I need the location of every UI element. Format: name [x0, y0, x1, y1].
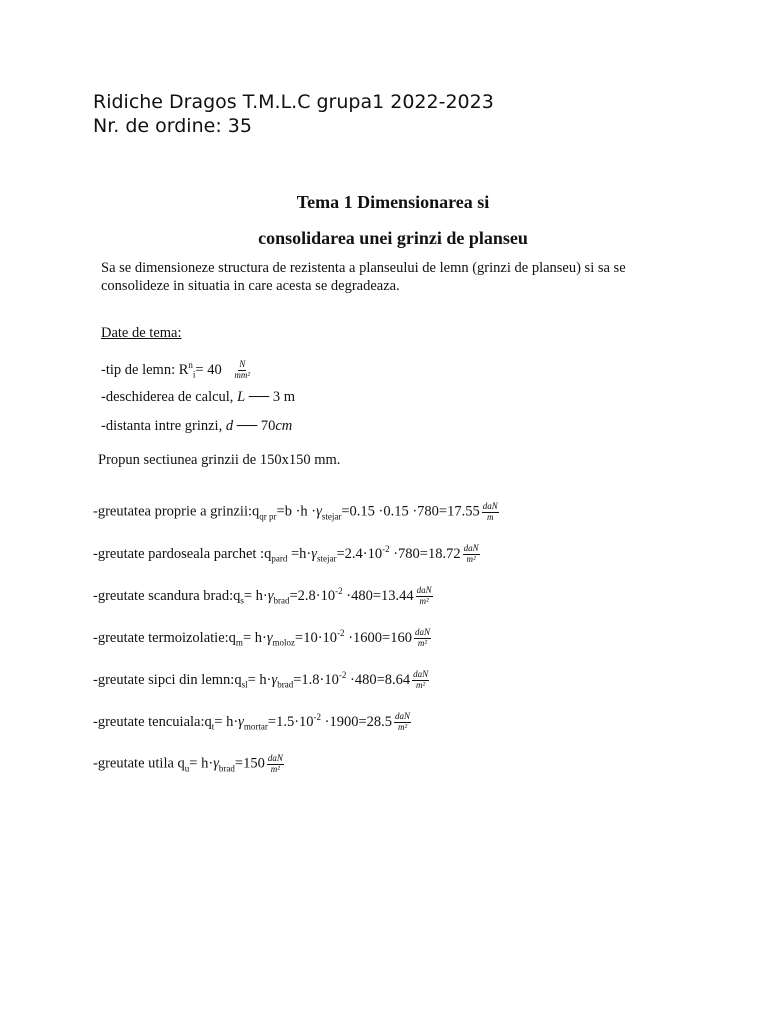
author-line: Ridiche Dragos T.M.L.C grupa1 2022-2023 [93, 91, 494, 113]
gamma-symbol: γ [267, 587, 274, 604]
load-unit-den: m² [416, 680, 426, 690]
load-unit-num: daN [416, 585, 432, 596]
load-unit-num: daN [267, 753, 283, 763]
load-calc2: ·1900=28.5 [321, 713, 393, 730]
load-sub: u [184, 763, 190, 774]
load-exp: -2 [313, 712, 322, 722]
load-exp: -2 [338, 670, 347, 680]
load-calc: =1.5·10 [267, 713, 314, 730]
load-gamma-sub: brad [277, 679, 294, 690]
load-gamma-sub: stejar [316, 553, 337, 564]
load-calc: =2.8·10 [289, 587, 336, 604]
load-unit-den: m² [397, 722, 408, 732]
load-label: -greutatea proprie a grinzii:q [93, 503, 260, 520]
load-label: -greutate scandura brad:q [93, 587, 241, 604]
document-title-line1: Tema 1 Dimensionarea si [296, 192, 490, 212]
load-unit-fraction [412, 670, 429, 691]
wood-type-sup: n [188, 360, 193, 370]
gamma-symbol: γ [266, 629, 273, 646]
load-unit-den: m² [466, 554, 476, 564]
gamma-symbol: γ [316, 503, 322, 520]
load-exp: -2 [335, 586, 343, 596]
load-calc: =1.8·10 [293, 671, 339, 688]
load-unit-num: daN [395, 711, 411, 722]
load-formula: = h· [243, 587, 268, 604]
load-calc2: ·480=8.64 [346, 671, 411, 688]
load-exp: -2 [382, 544, 390, 554]
load-label: -greutate tencuiala:q [93, 713, 212, 730]
load-gamma-sub: brad [218, 763, 235, 774]
load-label: -greutate utila q [93, 755, 185, 772]
load-line [93, 670, 429, 691]
distance-var: d [225, 418, 234, 434]
load-unit-fraction [414, 628, 431, 649]
load-unit-den: m² [417, 638, 428, 648]
load-line [93, 712, 411, 733]
load-gamma-sub: stejar [321, 511, 342, 522]
span-var: L [237, 389, 246, 405]
load-calc: =2.4·10 [336, 545, 383, 562]
wood-unit-num: N [239, 359, 246, 370]
document-title-line2: consolidarea unei grinzi de planseu [258, 228, 528, 248]
gamma-symbol: γ [311, 545, 317, 562]
load-unit-den: m [486, 511, 494, 522]
load-line [93, 586, 433, 607]
load-calc: =0.15 ·0.15 ·780=17.55 [341, 503, 480, 520]
wood-type-prefix: -tip de lemn: R [101, 361, 189, 378]
gamma-symbol: γ [271, 671, 278, 688]
load-calc: =150 [234, 755, 265, 772]
span-rest: ── 3 m [245, 389, 296, 405]
load-calc2: ·480=13.44 [342, 587, 414, 604]
load-sub: t [211, 721, 215, 732]
load-label: -greutate pardoseala parchet :q [93, 545, 272, 562]
intro-line1: Sa se dimensioneze structura de rezistenta a planseului de lemn (grinzi de planseu) si sa se [101, 260, 626, 276]
load-unit-fraction [394, 712, 411, 733]
load-unit-den: m² [419, 596, 429, 606]
load-formula: = h· [214, 713, 239, 730]
data-heading: Date de tema: [101, 325, 182, 341]
wood-type-sub: i [192, 369, 196, 380]
gamma-symbol: γ [213, 755, 219, 772]
load-calc2: ·1600=160 [344, 629, 412, 646]
load-unit-num: daN [414, 627, 430, 638]
span-prefix: -deschiderea de calcul, [101, 389, 238, 405]
order-number-line: Nr. de ordine: 35 [93, 115, 252, 137]
load-line [93, 544, 480, 565]
load-calc: =10·10 [295, 629, 338, 646]
span-line [101, 389, 295, 406]
load-gamma-sub: mortar [243, 721, 268, 732]
distance-line [101, 418, 292, 435]
load-unit-num: daN [482, 501, 498, 511]
wood-type-line [101, 360, 251, 381]
section-proposal: Propun sectiunea grinzii de 150x150 mm. [98, 452, 341, 468]
load-unit-fraction [463, 544, 480, 565]
load-label: -greutate termoizolatie:q [93, 629, 236, 646]
load-line [93, 754, 284, 775]
load-formula: = h· [247, 671, 272, 688]
intro-line2: consolideze in situatia in care acesta se degradeaza. [101, 278, 400, 294]
load-label: -greutate sipci din lemn:q [93, 671, 242, 688]
distance-rest: ── 70 [233, 418, 276, 434]
wood-type-value: = 40 [195, 361, 222, 378]
load-sub: sl [241, 679, 248, 690]
load-calc2: ·780=18.72 [389, 545, 461, 562]
load-unit-den: m² [270, 763, 280, 774]
gamma-symbol: γ [238, 713, 244, 730]
load-sub: m [235, 637, 243, 648]
wood-unit-den: mm² [234, 370, 251, 380]
wood-unit-fraction [233, 360, 251, 381]
load-unit-num: daN [413, 669, 429, 680]
load-sub: qr pr [259, 511, 277, 522]
load-formula: = h· [242, 629, 267, 646]
load-sub: pard [271, 553, 288, 564]
load-line [93, 628, 431, 649]
distance-prefix: -distanta intre grinzi, [101, 418, 226, 434]
load-line [93, 502, 499, 523]
load-unit-fraction [416, 586, 433, 607]
load-sub: s [240, 595, 244, 606]
load-formula: =h· [287, 545, 312, 562]
load-unit-fraction [267, 754, 284, 775]
load-gamma-sub: moloz [272, 637, 296, 648]
load-gamma-sub: brad [273, 595, 290, 606]
load-unit-num: daN [463, 543, 479, 554]
load-formula: =b ·h · [276, 503, 317, 520]
distance-unit: cm [275, 418, 293, 434]
load-unit-fraction [482, 502, 499, 523]
load-formula: = h· [189, 755, 214, 772]
load-exp: -2 [337, 628, 345, 638]
